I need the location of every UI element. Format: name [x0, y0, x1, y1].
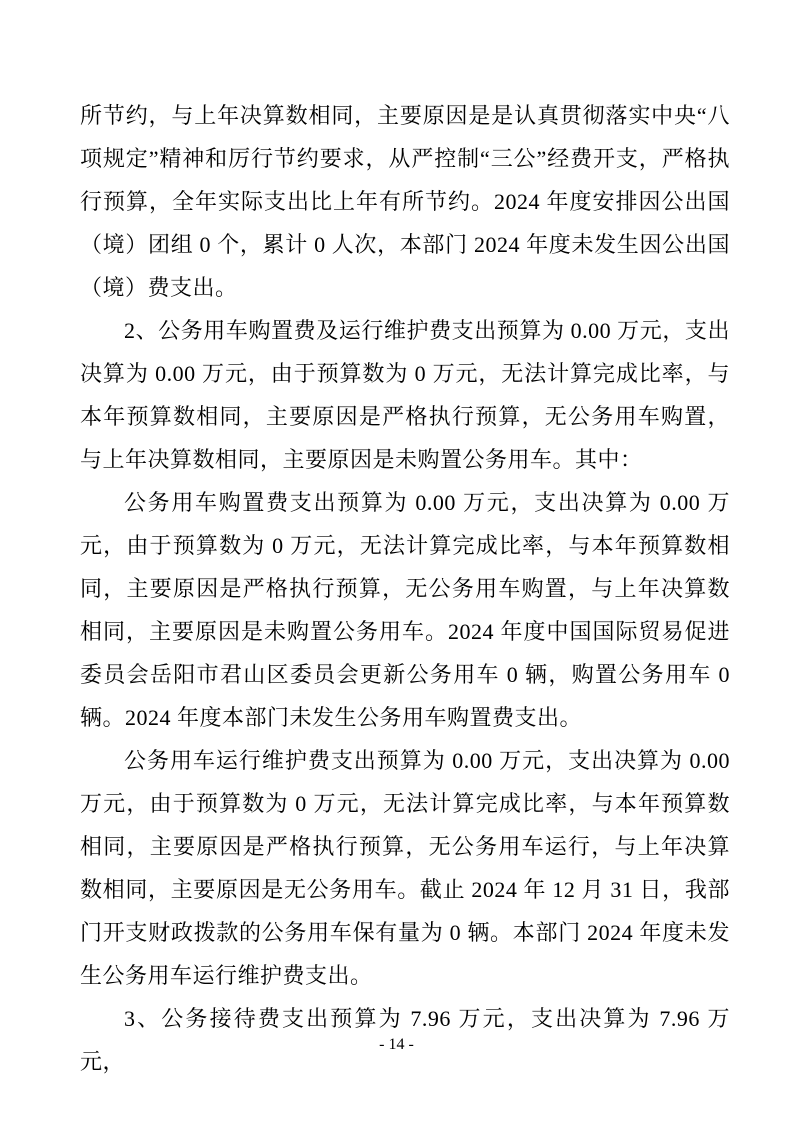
footer-page-number: - 14 -	[379, 1036, 414, 1053]
body-paragraph: 3、公务接待费支出预算为 7.96 万元，支出决算为 7.96 万元，	[80, 1006, 730, 1074]
body-paragraph: 公务用车运行维护费支出预算为 0.00 万元，支出决算为 0.00 万元，由于预算数为 0 万元，无法计算完成比率，与本年预算数相同，主要原因是严格执行预算，无公务用车运行，与上年决算数相同，主要原因是无公务用车。截止 2024 年 12 月 31 日，我部门开支财政拨款的公务用车保有量为 0 辆。本部门 2024 年度未发生公务用车运行维护费支出。	[80, 748, 730, 988]
body-paragraph: 2、公务用车购置费及运行维护费支出预算为 0.00 万元，支出决算为 0.00 万元，由于预算数为 0 万元，无法计算完成比率，与本年预算数相同，主要原因是严格执行预算，无公务用车购置，与上年决算数相同，主要原因是未购置公务用车。其中：	[80, 318, 730, 472]
document-body	[80, 94, 730, 1083]
body-paragraph: 公务用车购置费支出预算为 0.00 万元，支出决算为 0.00 万元，由于预算数为 0 万元，无法计算完成比率，与本年预算数相同，主要原因是严格执行预算，无公务用车购置，与上年决算数相同，主要原因是未购置公务用车。2024 年度中国国际贸易促进委员会岳阳市君山区委员会更新公务用车 0 辆，购置公务用车 0 辆。2024 年度本部门未发生公务用车购置费支出。	[80, 490, 730, 730]
body-paragraph: 所节约，与上年决算数相同，主要原因是是认真贯彻落实中央“八项规定”精神和厉行节约要求，从严控制“三公”经费开支，严格执行预算，全年实际支出比上年有所节约。2024 年度安排因公出国（境）团组 0 个，累计 0 人次，本部门 2024 年度未发生因公出国（境）费支出。	[80, 103, 730, 300]
